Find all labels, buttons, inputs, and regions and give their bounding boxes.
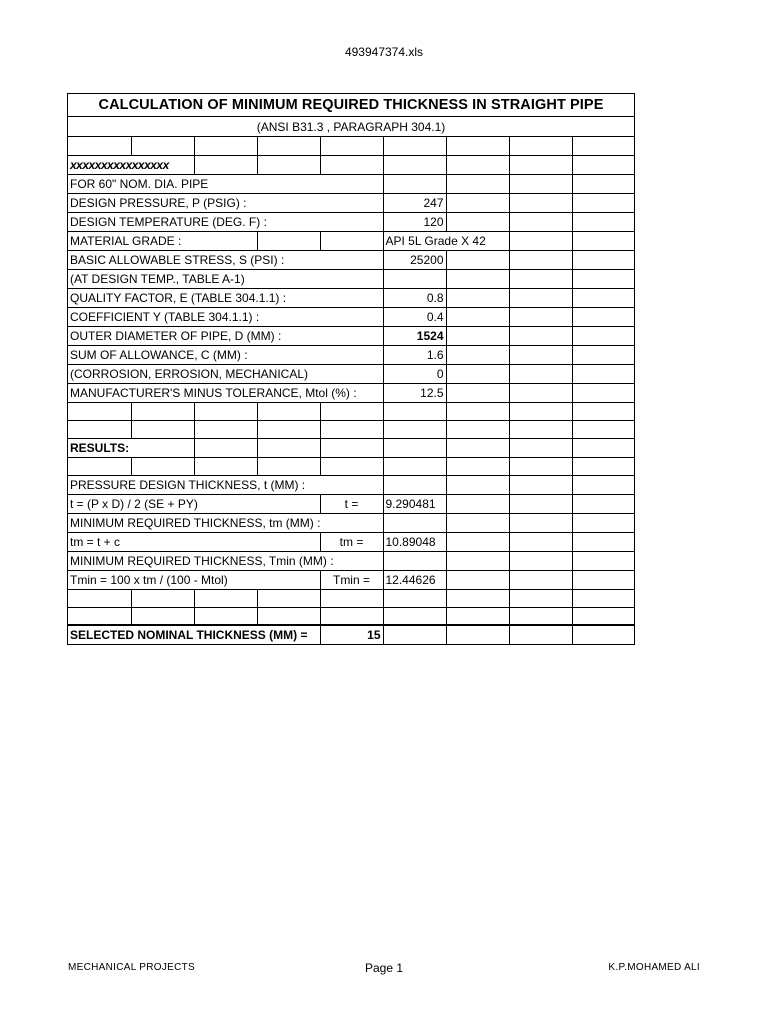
table-row [68, 155, 634, 174]
design-pressure-label: DESIGN PRESSURE, P (PSIG) : [68, 193, 383, 212]
mill-tolerance-label: MANUFACTURER'S MINUS TOLERANCE, Mtol (%) : [68, 383, 383, 402]
allowance-note-value: 0 [383, 364, 446, 383]
table-row [68, 570, 634, 589]
placeholder-cell: xxxxxxxxxxxxxxxx [68, 155, 194, 174]
pressure-thickness-value: 9.290481 [383, 494, 446, 513]
table-row [68, 137, 634, 155]
min-thickness-tol-formula: Tmin = 100 x tm / (100 - Mtol) [68, 570, 320, 589]
table-row [68, 269, 634, 288]
min-thickness-tol-value: 12.44626 [383, 570, 446, 589]
pipe-label: FOR 60" NOM. DIA. PIPE [68, 174, 383, 193]
table-row [68, 420, 634, 438]
selected-thickness-value: 15 [320, 625, 383, 644]
results-heading: RESULTS: [68, 438, 194, 457]
min-thickness-tol-label: MINIMUM REQUIRED THICKNESS, Tmin (MM) : [68, 551, 383, 570]
table-row [68, 402, 634, 420]
min-thickness-symbol: tm = [320, 532, 383, 551]
pressure-thickness-label: PRESSURE DESIGN THICKNESS, t (MM) : [68, 475, 383, 494]
min-thickness-value: 10.89048 [383, 532, 446, 551]
table-row [68, 326, 634, 345]
table-row [68, 551, 634, 570]
min-thickness-tol-symbol: Tmin = [320, 570, 383, 589]
coefficient-y-label: COEFFICIENT Y (TABLE 304.1.1) : [68, 307, 383, 326]
material-grade-value: API 5L Grade X 42 [383, 231, 509, 250]
table-row [68, 457, 634, 475]
allowance-label: SUM OF ALLOWANCE, C (MM) : [68, 345, 383, 364]
outer-diameter-label: OUTER DIAMETER OF PIPE, D (MM) : [68, 326, 383, 345]
document-filename: 493947374.xls [344, 45, 424, 59]
calculation-table [68, 137, 634, 644]
pressure-thickness-formula: t = (P x D) / 2 (SE + PY) [68, 494, 320, 513]
footer-left: MECHANICAL PROJECTS [68, 962, 196, 973]
allowable-stress-value: 25200 [383, 250, 446, 269]
table-row [68, 231, 634, 250]
table-row [68, 383, 634, 402]
outer-diameter-value: 1524 [383, 326, 446, 345]
design-pressure-value: 247 [383, 193, 446, 212]
calculation-sheet [67, 93, 635, 645]
table-row [68, 513, 634, 532]
table-row [68, 345, 634, 364]
table-row [68, 494, 634, 513]
sheet-subtitle: (ANSI B31.3 , PARAGRAPH 304.1) [68, 117, 634, 137]
table-row [68, 250, 634, 269]
mill-tolerance-value: 12.5 [383, 383, 446, 402]
table-row [68, 364, 634, 383]
min-thickness-formula: tm = t + c [68, 532, 320, 551]
table-row [68, 193, 634, 212]
allowance-note-label: (CORROSION, ERROSION, MECHANICAL) [68, 364, 383, 383]
table-row [68, 625, 634, 644]
coefficient-y-value: 0.4 [383, 307, 446, 326]
design-temperature-value: 120 [383, 212, 446, 231]
design-temperature-label: DESIGN TEMPERATURE (DEG. F) : [68, 212, 383, 231]
table-row [68, 307, 634, 326]
material-grade-label: MATERIAL GRADE : [68, 231, 257, 250]
table-row [68, 174, 634, 193]
table-row [68, 475, 634, 494]
selected-thickness-label: SELECTED NOMINAL THICKNESS (MM) = [68, 625, 320, 644]
footer-right: K.P.MOHAMED ALI [608, 962, 700, 973]
quality-factor-label: QUALITY FACTOR, E (TABLE 304.1.1) : [68, 288, 383, 307]
allowable-stress-label: BASIC ALLOWABLE STRESS, S (PSI) : [68, 250, 383, 269]
table-row [68, 212, 634, 231]
allowance-value: 1.6 [383, 345, 446, 364]
quality-factor-value: 0.8 [383, 288, 446, 307]
pressure-thickness-symbol: t = [320, 494, 383, 513]
footer-page-number: Page 1 [364, 961, 404, 975]
table-row [68, 438, 634, 457]
min-thickness-label: MINIMUM REQUIRED THICKNESS, tm (MM) : [68, 513, 383, 532]
table-row [68, 532, 634, 551]
table-row [68, 288, 634, 307]
allowable-stress-note: (AT DESIGN TEMP., TABLE A-1) [68, 269, 383, 288]
table-row [68, 607, 634, 625]
table-row [68, 589, 634, 607]
sheet-title: CALCULATION OF MINIMUM REQUIRED THICKNESS IN STRAIGHT PIPE [68, 94, 634, 117]
